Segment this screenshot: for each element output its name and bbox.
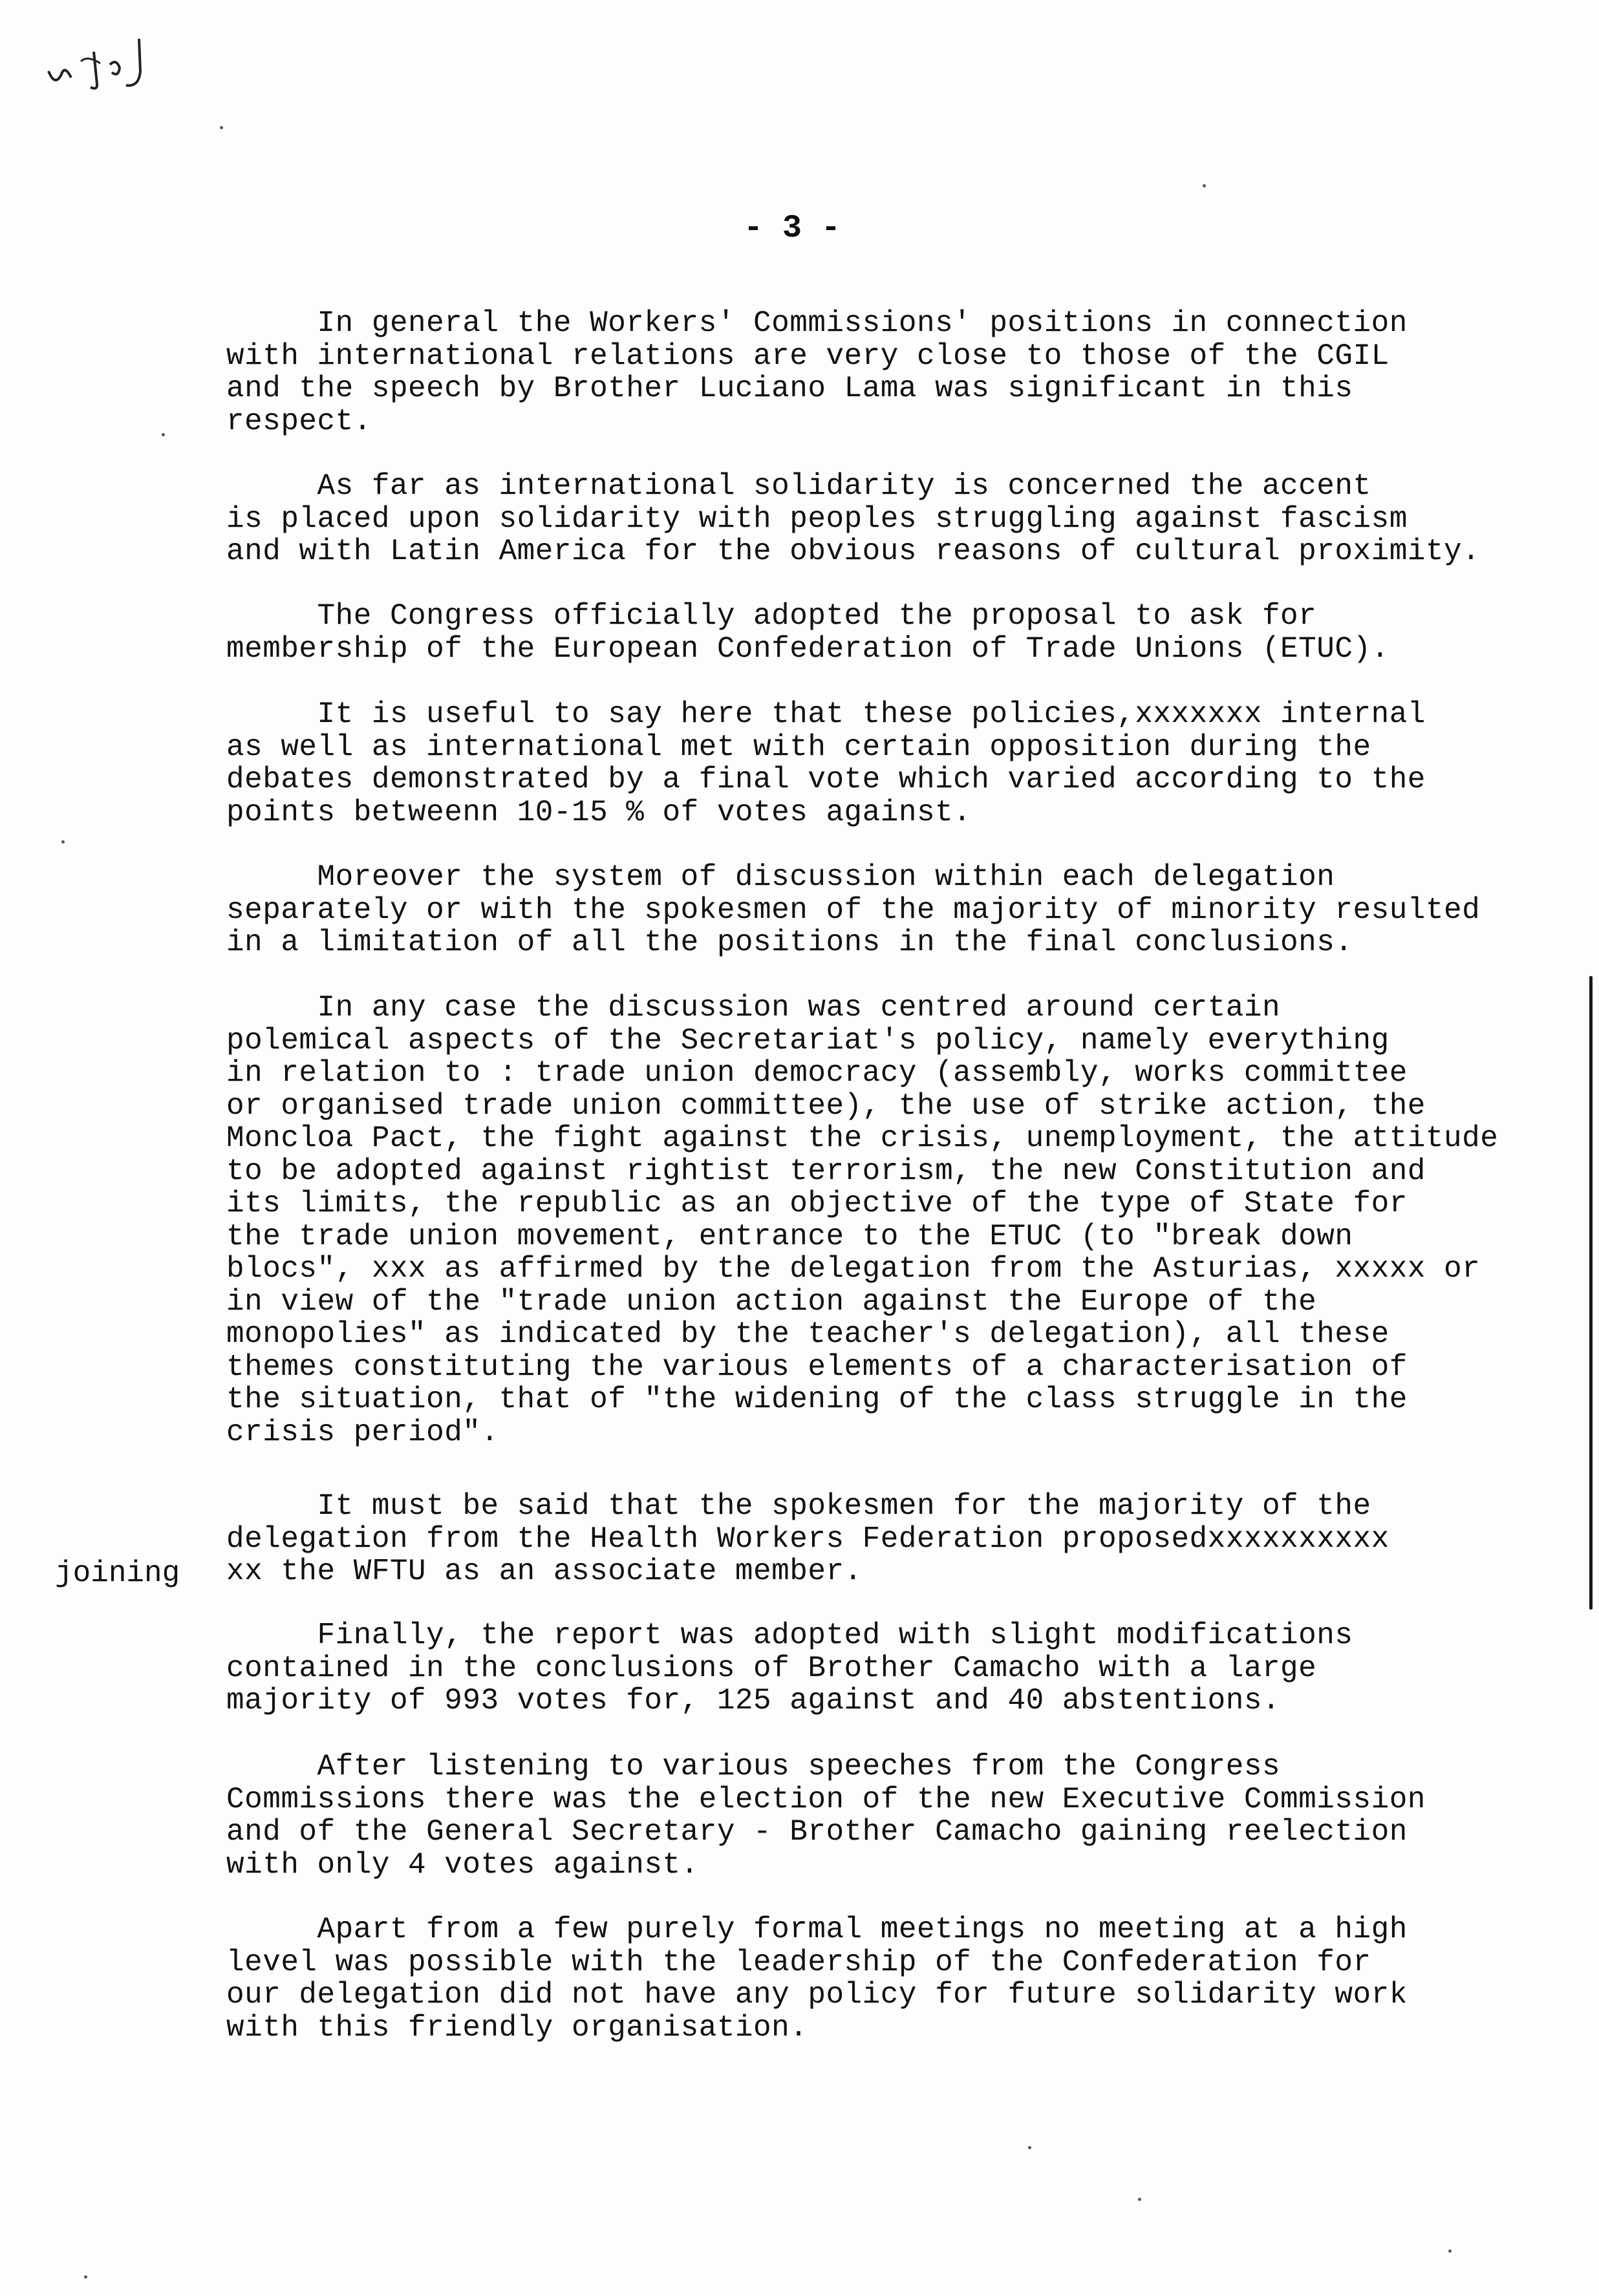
text-line: with international relations are very close to those of the CGIL <box>226 339 1390 373</box>
text-line: points betweenn 10-15 % of votes against. <box>226 795 972 829</box>
paragraph <box>226 600 1571 665</box>
text-line: in relation to : trade union democracy (assembly, works committee <box>226 1056 1408 1090</box>
text-line: Moncloa Pact, the fight against the crisis, unemployment, the attitude <box>226 1121 1499 1155</box>
margin-line <box>1589 976 1593 1610</box>
scan-speck <box>162 433 165 436</box>
text-line: our delegation did not have any policy for future solidarity work <box>226 1978 1408 2012</box>
text-line: in view of the "trade union action against the Europe of the <box>226 1284 1317 1319</box>
paragraph <box>226 861 1571 959</box>
scan-speck <box>1138 2198 1141 2201</box>
text-line: or organised trade union committee), the use of strike action, the <box>226 1089 1426 1123</box>
text-line: In any case the discussion was centred around certain <box>226 991 1281 1025</box>
paragraph <box>226 1913 1571 2044</box>
page-number: - 3 - <box>744 210 841 247</box>
paragraph <box>226 1490 1571 1588</box>
paragraph <box>226 698 1571 829</box>
paragraph <box>226 307 1571 438</box>
scan-speck <box>61 840 65 844</box>
text-line: respect. <box>226 404 372 438</box>
scan-speck <box>1028 2146 1031 2149</box>
text-line: the situation, that of "the widening of the class struggle in the <box>226 1383 1408 1416</box>
scan-speck <box>1448 2249 1452 2253</box>
text-line: and the speech by Brother Luciano Lama was significant in this <box>226 372 1353 405</box>
handwritten-initials <box>36 26 158 97</box>
text-line: Commissions there was the election of the new Executive Commission <box>226 1782 1426 1816</box>
scan-speck <box>220 126 223 129</box>
text-line: its limits, the republic as an objective of the type of State for <box>226 1187 1408 1220</box>
text-line: It is useful to say here that these policies,xxxxxxx internal <box>226 697 1426 731</box>
text-line: is placed upon solidarity with peoples struggling against fascism <box>226 502 1408 536</box>
text-line: majority of 993 votes for, 125 against and 40 abstentions. <box>226 1684 1281 1717</box>
scan-speck <box>1203 184 1206 187</box>
text-line: membership of the European Confederation of Trade Unions (ETUC). <box>226 632 1390 666</box>
text-line: As far as international solidarity is concerned the accent <box>226 469 1371 503</box>
text-line: contained in the conclusions of Brother Camacho with a large <box>226 1651 1317 1685</box>
text-line: with only 4 votes against. <box>226 1847 699 1882</box>
text-line: with this friendly organisation. <box>226 2010 808 2045</box>
margin-note: joining <box>55 1557 180 1590</box>
text-line: themes constituting the various elements of a characterisation of <box>226 1350 1408 1384</box>
text-line: delegation from the Health Workers Federation proposedxxxxxxxxxx <box>226 1522 1390 1556</box>
text-line: Finally, the report was adopted with slight modifications <box>226 1619 1353 1652</box>
text-line: polemical aspects of the Secretariat's policy, namely everything <box>226 1023 1390 1058</box>
text-line: debates demonstrated by a final vote which varied according to the <box>226 763 1426 796</box>
text-line: to be adopted against rightist terrorism, the new Constitution and <box>226 1154 1426 1188</box>
text-line: and of the General Secretary - Brother Camacho gaining reelection <box>226 1815 1408 1849</box>
text-line: Moreover the system of discussion within each delegation <box>226 860 1335 894</box>
scan-speck <box>84 2275 87 2279</box>
text-line: blocs", xxx as affirmed by the delegation from the Asturias, xxxxx or <box>226 1252 1481 1286</box>
text-line: and with Latin America for the obvious reasons of cultural proximity. <box>226 535 1481 568</box>
paragraph <box>226 1750 1571 1881</box>
text-line: The Congress officially adopted the proposal to ask for <box>226 599 1317 633</box>
text-line: crisis period". <box>226 1415 499 1449</box>
text-line: level was possible with the leadership of the Confederation for <box>226 1945 1371 1979</box>
text-line: in a limitation of all the positions in the final conclusions. <box>226 926 1353 959</box>
text-line: separately or with the spokesmen of the majority of minority resulted <box>226 893 1481 927</box>
text-line: xx the WFTU as an associate member. <box>226 1555 863 1588</box>
paragraph <box>226 1619 1571 1717</box>
text-line: as well as international met with certain opposition during the <box>226 730 1371 764</box>
text-line: Apart from a few purely formal meetings no meeting at a high <box>226 1913 1408 1946</box>
text-line: After listening to various speeches from the Congress <box>226 1750 1281 1783</box>
text-line: It must be said that the spokesmen for the majority of the <box>226 1489 1371 1523</box>
text-line: In general the Workers' Commissions' positions in connection <box>226 306 1408 340</box>
paragraph <box>226 470 1571 568</box>
paragraph <box>226 992 1571 1449</box>
text-line: monopolies" as indicated by the teacher's delegation), all these <box>226 1317 1390 1351</box>
text-line: the trade union movement, entrance to the ETUC (to "break down <box>226 1219 1353 1253</box>
